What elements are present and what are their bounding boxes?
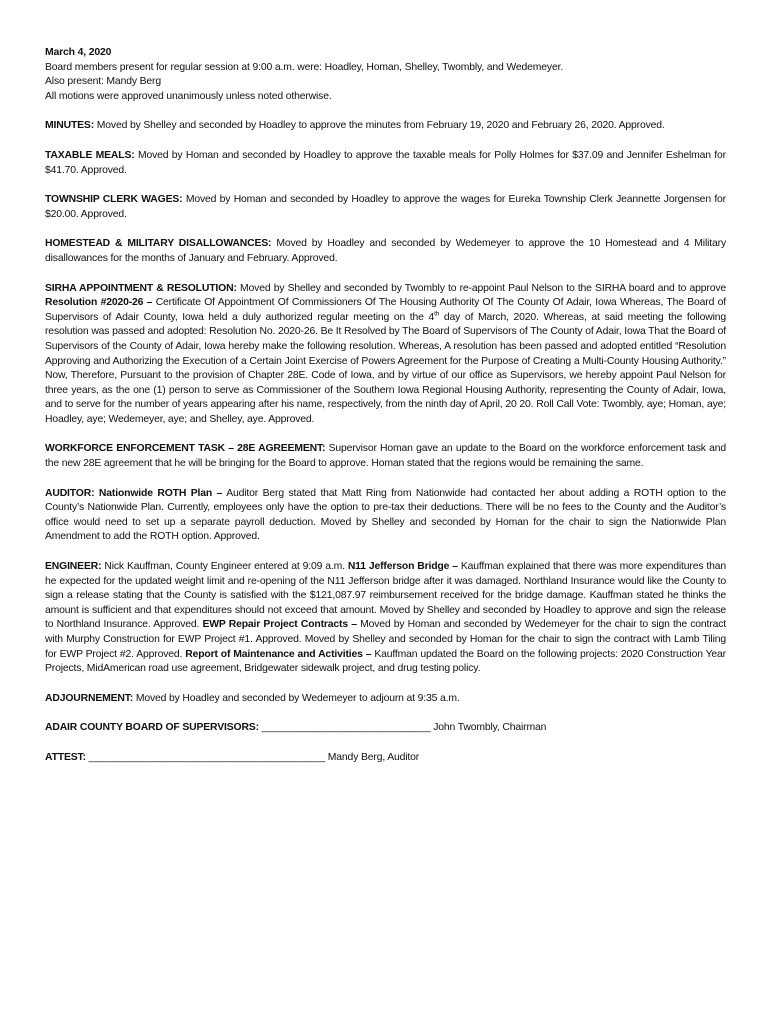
workforce-paragraph <box>45 442 726 471</box>
meeting-header <box>45 46 726 104</box>
board-signature-label: ADAIR COUNTY BOARD OF SUPERVISORS: <box>45 722 259 734</box>
engineer-text-2: Kauffman explained that there was more expenditures than he expected for the updated weight limit and re-opening of the N11 Jefferson bridge after it was damaged. Northland Insurance would like the County to sign a release stating that the County is satisfied with the $121,087.97 reimbursement received for the bridge damage. Kauffman stated he thinks the amount is sufficient and that expenditures should not exceed that amount. Moved by Shelley and seconded by Hoadley to approve and sign the release to Northland Insurance. Approved. <box>45 561 726 631</box>
homestead-text: Moved by Hoadley and seconded by Wedemeyer to approve the 10 Homestead and 4 Military disallowances for the months of January and February. Approved. <box>45 238 726 264</box>
attest-signatory-name: Mandy Berg, Auditor <box>327 751 420 763</box>
board-signature-blank: ______________________________ <box>258 722 434 734</box>
approval-note: All motions were approved unanimously unless noted otherwise. <box>45 90 332 102</box>
taxable-meals-label: TAXABLE MEALS: <box>45 149 135 161</box>
ewp-contracts-label: EWP Repair Project Contracts – <box>202 619 357 631</box>
attest-signature-blank: __________________________________________ <box>85 751 328 763</box>
engineer-text-4: Kauffman updated the Board on the following projects: 2020 Construction Year Projects, MidAmerican road use agreement, Bridgewater sidewalk project, and drug testing policy. <box>45 648 726 675</box>
meeting-date: March 4, 2020 <box>45 47 112 58</box>
auditor-text: Auditor Berg stated that Matt Ring from Nationwide had contacted her about adding a ROTH option to the County’s Nationwide Plan. Currently, employees only have the option to pre-tax their deductions. There will be no fees to the County and the Auditor’s office would need to set up a separate payroll deduction. Moved by Shelley and seconded by Homan for the chair to sign the Nationwide Plan Amendment to add the ROTH option. Approved. <box>45 487 727 543</box>
taxable-meals-text: Moved by Homan and seconded by Hoadley to approve the taxable meals for Polly Holmes for $37.09 and Jennifer Eshelman for $41.70. Approved. <box>45 149 726 176</box>
clerk-wages-label: TOWNSHIP CLERK WAGES: <box>45 194 183 206</box>
sirha-text-3: day of March, 2020. Whereas, at said meeting the following resolution was passed and adopted: Resolution No. 2020-26. Be It Resolved by The Board of Supervisors of The County of Adair, Iowa That the Board of Supervisors of the County of Adair, Iowa hereby make the following resolution. Whereas, A resolution has been passed and adopted entitled “Resolution Approving and Authorizing the Execution of a Certain Joint Exercise of Powers Agreement for the Purpose of Creating a Multi-County Housing Authority.” Now, Therefore, Pursuant to the provision of Chapter 28E. Code of Iowa, and by virtue of our office as Supervisors, we hereby appoint Paul Nelson for three years, as the one (1) person to serve as Commissioner of the Southern Iowa Regional Housing Authority, representing the County of Adair, Iowa, and to serve for the number of years appearing after his name, respectively, from the ninth day of April, 20 20. Roll Call Vote: Twombly, aye; Homan, aye; Hoadley, aye; Wedemeyer, aye; and Shelley, aye. Approved. <box>45 311 726 425</box>
maintenance-report-label: Report of Maintenance and Activities – <box>185 648 372 660</box>
ordinal-superscript: th <box>434 310 440 318</box>
sirha-paragraph <box>45 282 726 428</box>
adjournment-text: Moved by Hoadley and seconded by Wedemeyer to adjourn at 9:35 a.m. <box>133 692 460 704</box>
auditor-paragraph <box>45 487 726 545</box>
taxable-meals-paragraph <box>45 149 726 178</box>
attest-label: ATTEST: <box>45 751 86 763</box>
engineer-paragraph <box>45 560 726 677</box>
sirha-text-1: Moved by Shelley and seconded by Twombly to re-appoint Paul Nelson to the SIRHA board and to approve <box>236 282 727 294</box>
sirha-text-2: Certificate Of Appointment Of Commissioners Of The Housing Authority Of The County Of Adair, Iowa Whereas, The Board of Supervisors of Adair County, Iowa held a duly authorized regular meeting on the 4 <box>45 297 726 323</box>
clerk-wages-paragraph <box>45 193 726 222</box>
resolution-label: Resolution #2020-26 – <box>45 297 153 309</box>
minutes-document <box>45 46 726 781</box>
adjournment-paragraph <box>45 692 726 707</box>
homestead-label: HOMESTEAD & MILITARY DISALLOWANCES: <box>45 238 272 250</box>
minutes-label: MINUTES: <box>45 120 95 132</box>
adjournment-label: ADJOURNEMENT: <box>45 692 134 704</box>
workforce-label: WORKFORCE ENFORCEMENT TASK – 28E AGREEMENT: <box>45 443 326 455</box>
members-present: Board members present for regular session at 9:00 a.m. were: Hoadley, Homan, Shelley, Twombly, and Wedemeyer. <box>45 61 564 73</box>
engineer-label: ENGINEER: <box>45 561 102 573</box>
engineer-text-3: Moved by Homan and seconded by Wedemeyer for the chair to sign the contract with Murphy Construction for EWP Project #1. Approved. Moved by Shelley and seconded by Homan for the chair to sign the contract with Lamb Tiling for EWP Project #2. Approved. <box>45 619 726 660</box>
board-signatory-name: John Twombly, Chairman <box>433 722 547 734</box>
n11-bridge-label: N11 Jefferson Bridge – <box>347 561 458 573</box>
also-present: Also present: Mandy Berg <box>45 76 161 88</box>
board-signature-line <box>45 721 726 736</box>
minutes-paragraph <box>45 119 726 134</box>
clerk-wages-text: Moved by Homan and seconded by Hoadley to approve the wages for Eureka Township Clerk Jeannette Jorgensen for $20.00. Approved. <box>45 194 726 220</box>
homestead-paragraph <box>45 237 726 266</box>
engineer-text-1: Nick Kauffman, County Engineer entered at 9:09 a.m. <box>101 561 348 573</box>
attest-signature-line <box>45 751 726 766</box>
sirha-label: SIRHA APPOINTMENT & RESOLUTION: <box>45 282 237 294</box>
workforce-text: Supervisor Homan gave an update to the Board on the workforce enforcement task and the new 28E agreement that he will be bringing for the Board to approve. Homan stated that the regions would be remaining the same. <box>45 443 726 470</box>
minutes-text: Moved by Shelley and seconded by Hoadley to approve the minutes from February 19, 2020 and February 26, 2020. Approved. <box>94 120 665 132</box>
auditor-label: AUDITOR: Nationwide ROTH Plan – <box>45 487 223 499</box>
